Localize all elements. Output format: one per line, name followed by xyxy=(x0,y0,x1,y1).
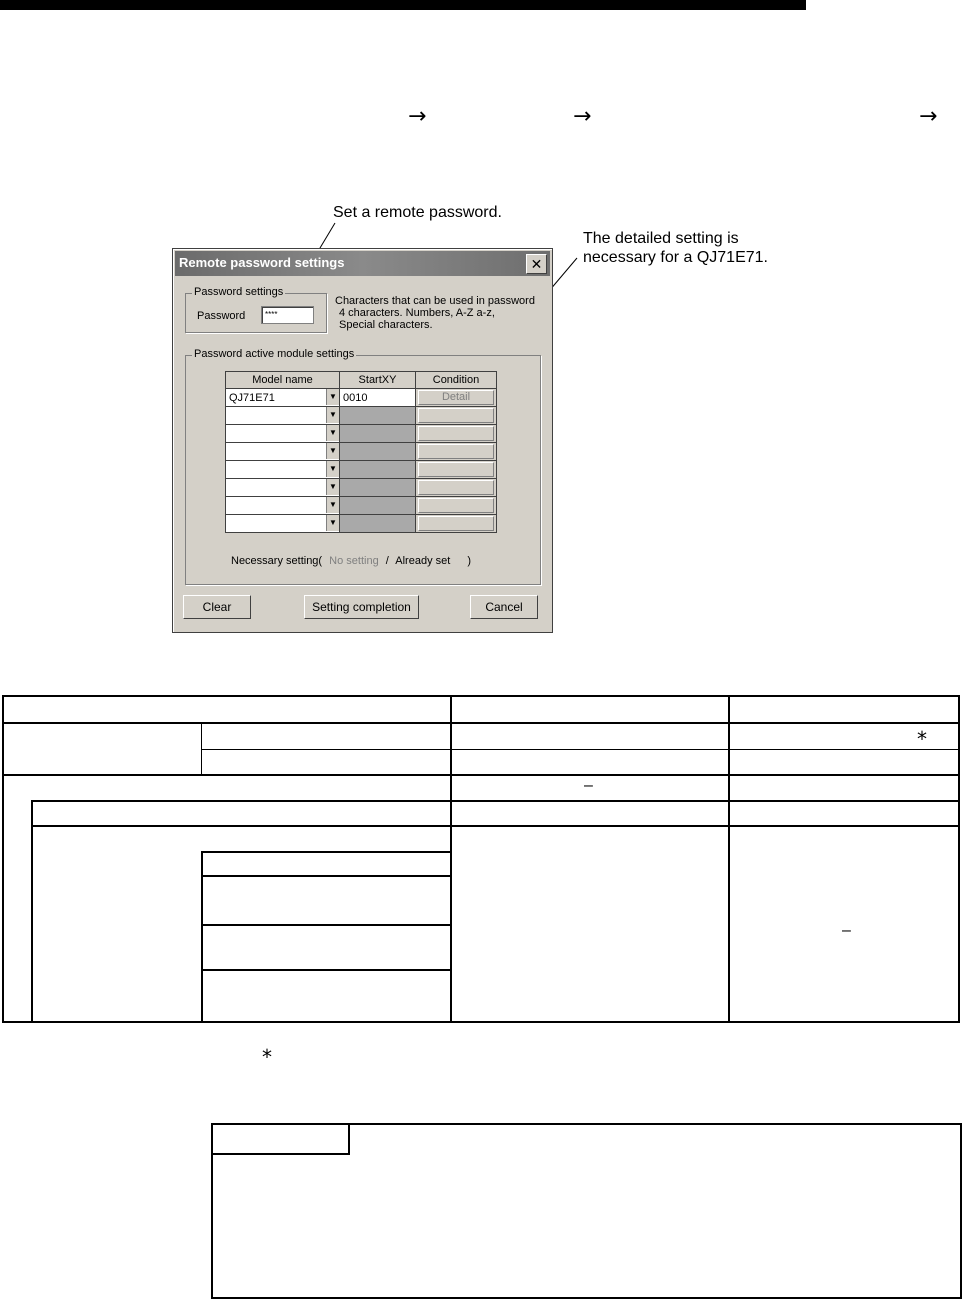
col-condition: Condition xyxy=(416,372,497,389)
table-dash: – xyxy=(842,922,851,939)
table-rule xyxy=(202,749,958,750)
table-row xyxy=(226,461,497,479)
remote-password-dialog xyxy=(172,248,553,633)
close-icon[interactable]: ✕ xyxy=(526,254,547,274)
col-model-name: Model name xyxy=(226,372,340,389)
start-xy-input[interactable] xyxy=(340,497,416,515)
chevron-down-icon[interactable]: ▼ xyxy=(326,407,339,423)
model-value xyxy=(226,482,229,494)
detail-button[interactable] xyxy=(418,480,494,495)
setting-completion-button[interactable]: Setting completion xyxy=(304,595,419,619)
condition-cell xyxy=(416,461,497,479)
arrow-3: → xyxy=(919,104,938,129)
condition-cell xyxy=(416,479,497,497)
necessary-suffix: ) xyxy=(467,555,472,567)
necessary-prefix: Necessary setting( xyxy=(231,555,323,567)
cancel-button[interactable]: Cancel xyxy=(470,595,538,619)
table-rule xyxy=(31,825,958,827)
password-settings-label: Password settings xyxy=(194,286,284,298)
model-select[interactable] xyxy=(226,425,340,443)
table-rule xyxy=(202,924,450,926)
table-rule xyxy=(31,801,33,1021)
table-rule xyxy=(201,851,203,1021)
model-value xyxy=(226,410,229,422)
arrow-1: → xyxy=(408,104,427,129)
condition-cell xyxy=(416,515,497,533)
table-rule xyxy=(450,697,452,1021)
start-xy-input[interactable] xyxy=(340,407,416,425)
start-xy-input[interactable] xyxy=(340,461,416,479)
no-setting-legend: No setting xyxy=(329,555,379,567)
hint-line: 4 characters. Numbers, A-Z a-z, xyxy=(339,307,495,319)
table-rule xyxy=(202,851,450,853)
table-rule xyxy=(4,774,958,776)
table-dash: – xyxy=(584,777,593,794)
chevron-down-icon[interactable]: ▼ xyxy=(326,425,339,441)
point-box-tab xyxy=(211,1123,350,1155)
table-row xyxy=(226,515,497,533)
chevron-down-icon[interactable]: ▼ xyxy=(326,479,339,495)
table-rule xyxy=(202,969,450,971)
detail-button[interactable] xyxy=(418,498,494,513)
chevron-down-icon[interactable]: ▼ xyxy=(326,389,339,405)
model-value xyxy=(226,464,229,476)
start-xy-input[interactable] xyxy=(340,425,416,443)
table-row xyxy=(226,443,497,461)
hint-line: Special characters. xyxy=(339,319,433,331)
module-settings-label: Password active module settings xyxy=(194,348,355,360)
hint-line: Characters that can be used in password xyxy=(335,295,535,307)
detail-button[interactable] xyxy=(418,462,494,477)
callout-set-password: Set a remote password. xyxy=(333,204,502,221)
table-row xyxy=(226,497,497,515)
model-value xyxy=(226,428,229,440)
model-select[interactable] xyxy=(226,497,340,515)
chevron-down-icon[interactable]: ▼ xyxy=(326,515,339,531)
model-select[interactable] xyxy=(226,407,340,425)
necessary-setting-legend xyxy=(231,555,471,567)
start-xy-input[interactable] xyxy=(340,515,416,533)
start-xy-input[interactable] xyxy=(340,443,416,461)
password-input[interactable]: **** xyxy=(261,306,314,324)
callout-detail-needed: The detailed setting is necessary for a QJ71E71. xyxy=(583,230,768,266)
table-asterisk: * xyxy=(917,727,927,751)
model-value: QJ71E71 xyxy=(229,391,275,404)
col-start-xy: StartXY xyxy=(340,372,416,389)
table-row xyxy=(226,389,497,407)
table-rule xyxy=(31,800,958,802)
chevron-down-icon[interactable]: ▼ xyxy=(326,497,339,513)
detail-button[interactable] xyxy=(418,516,494,531)
model-value xyxy=(226,518,229,530)
table-row xyxy=(226,479,497,497)
table-rule xyxy=(728,697,730,1021)
module-table xyxy=(225,371,497,533)
model-select[interactable] xyxy=(226,461,340,479)
condition-cell xyxy=(416,407,497,425)
condition-cell xyxy=(416,389,497,407)
table-rule xyxy=(202,875,450,877)
password-hint xyxy=(335,295,545,331)
password-label: Password xyxy=(197,310,246,322)
detail-button[interactable] xyxy=(418,444,494,459)
chevron-down-icon[interactable]: ▼ xyxy=(326,443,339,459)
model-value xyxy=(226,446,229,458)
model-value xyxy=(226,500,229,512)
dialog-title: Remote password settings xyxy=(179,255,345,270)
already-set-legend: Already set xyxy=(395,555,451,567)
condition-cell xyxy=(416,425,497,443)
table-rule xyxy=(4,722,958,724)
model-select[interactable] xyxy=(226,389,340,407)
clear-button[interactable]: Clear xyxy=(183,595,251,619)
table-row xyxy=(226,425,497,443)
arrow-2: → xyxy=(573,104,592,129)
detail-button[interactable] xyxy=(418,426,494,441)
start-xy-input[interactable] xyxy=(340,479,416,497)
table-rule xyxy=(201,724,202,775)
condition-cell xyxy=(416,443,497,461)
model-select[interactable] xyxy=(226,479,340,497)
legend-slash: / xyxy=(385,555,389,567)
table-row xyxy=(226,407,497,425)
footnote-asterisk: * xyxy=(262,1045,272,1069)
chevron-down-icon[interactable]: ▼ xyxy=(326,461,339,477)
start-xy-input[interactable]: 0010 xyxy=(340,389,416,407)
title-bar xyxy=(175,251,550,276)
model-select[interactable] xyxy=(226,443,340,461)
detail-button[interactable]: Detail xyxy=(418,390,494,405)
condition-cell xyxy=(416,497,497,515)
settings-table xyxy=(2,695,960,1023)
model-select[interactable] xyxy=(226,515,340,533)
detail-button[interactable] xyxy=(418,408,494,423)
